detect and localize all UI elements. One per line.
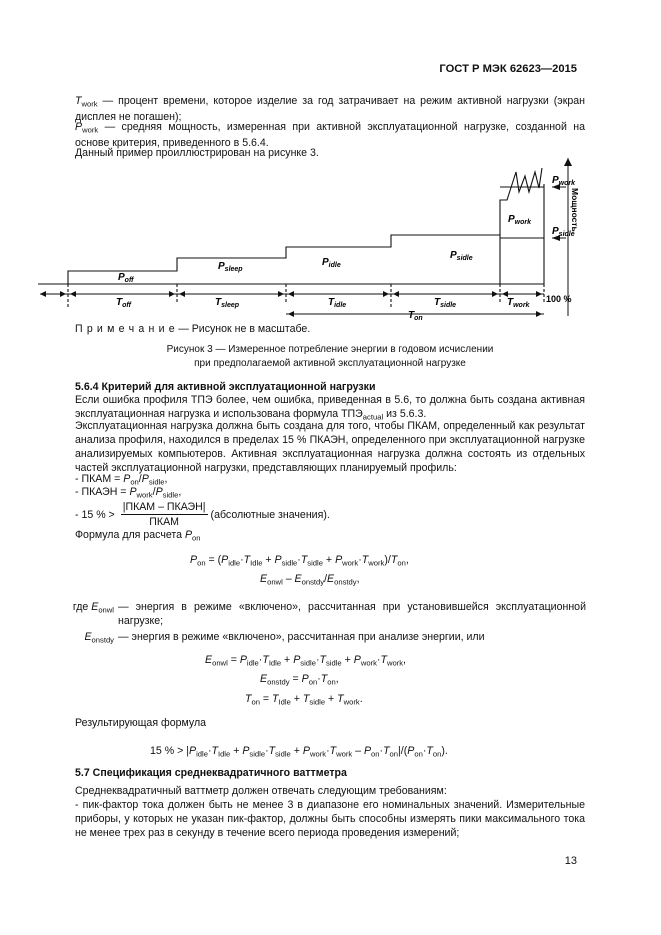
formula-result: 15 % > $|P_{idle}\cdot T_{Idle} + P_{sidle}\cdot T_{sidle} + P_{work}\cdot T_{work} - P_{on}\cdot T_{on}|/(P_{on}\cdot T_{on})$. [150, 745, 448, 759]
section-57-p2: - пик-фактор тока должен быть не менее 3 в диапазоне его номинальных значений. Измерительные приборы, у которых не указан пик-фактор, должны быть способны измерять пики максимального тока не менее трех раз в секунду в течение всего периода проведения измерений; [75, 799, 585, 840]
formula-e-onstdy: $E_{onstdy} = P_{on}\cdot T_{on}$, [260, 673, 339, 687]
label-t-off: $T_{off}$ [116, 297, 131, 309]
list-item-pkam: - ПКАМ = $P_{on}/P_{sidle}$, [75, 473, 168, 487]
section-57-p1: Среднеквадратичный ваттметр должен отвечать следующим требованиям: [75, 785, 447, 797]
label-100-percent: 100 % [546, 294, 572, 304]
section-57-heading: 5.7 Спецификация среднеквадратичного ваттметра [75, 767, 347, 779]
page-number: 13 [564, 855, 577, 867]
formula-t-on: $T_{on} = T_{Idle} + T_{sidle} + T_{work}$. [245, 693, 363, 707]
result-text: Результирующая формула [75, 717, 207, 729]
label-p-sleep: $P_{sleep}$ [218, 261, 243, 273]
standard-header: ГОСТ Р МЭК 62623—2015 [439, 63, 577, 75]
label-t-sleep: $T_{sleep}$ [215, 297, 240, 309]
formula-intro: Формула для расчета $P_{on}$ [75, 529, 201, 543]
formula-e-onwl: $E_{onwl} = P_{idle}\cdot T_{Idle} + P_{sidle}\cdot T_{sidle} + P_{work}\cdot T_{work}$, [205, 654, 406, 668]
section-564-heading: 5.6.4 Критерий для активной эксплуатационной нагрузки [75, 381, 376, 393]
figure-3-energy-diagram [30, 158, 590, 320]
list-item-pkaen: - ПКАЭН = $P_{work}/P_{sidle}$, [75, 486, 182, 500]
energy-definitions: где $E_{onwl}$ — энергия в режиме «включено», рассчитанная при установившейся эксплуатационной нагрузке; $E_{onstdy}$ — энергия в режиме «включено», рассчитанная при анализе энергии, или [72, 601, 586, 645]
label-t-work: $T_{work}$ [507, 297, 530, 309]
label-p-sidle: $P_{sidle}$ [450, 250, 473, 262]
label-p-sidle-right: $P_{sidle}$ [552, 226, 575, 238]
section-564-p2: Эксплуатационная нагрузка должна быть создана для того, чтобы ПКАМ, определенный как результат анализа профиля, находился в пределах 15 % ПКАЭН, определенного при эксплуатационной нагрузке анализируемых компьютеров. Активная эксплуатационная нагрузка должна состоять из отдельных частей эксплуатационной нагрузки, представляющих планируемый профиль: [75, 420, 585, 475]
label-p-off: $P_{off}$ [118, 272, 134, 284]
label-p-work-right: $P_{work}$ [552, 175, 576, 187]
label-p-work: $P_{work}$ [508, 214, 532, 226]
label-t-idle: $T_{idle}$ [328, 297, 347, 309]
figure-caption: Рисунок 3 — Измеренное потребление энергии в годовом исчислении при предполагаемой активной эксплуатационной нагрузке [166, 344, 494, 369]
label-t-sidle: $T_{sidle}$ [434, 297, 457, 309]
label-power-axis: Мощность [570, 188, 580, 232]
pwork-definition: $P_{work}$ — средняя мощность, измеренная при активной эксплуатационной нагрузке, созданной на основе критерия, приведенного в 5.6.4. [75, 121, 585, 149]
section-564-p1: Если ошибка профиля ТПЭ более, чем ошибка, приведенная в 5.6, то должна быть создана активная эксплуатационная нагрузка и использована формула $ТПЭ_{actual}$ из 5.6.3. [75, 394, 585, 422]
label-t-on: $T_{on}$ [408, 310, 423, 320]
twork-definition: $T_{work}$ — процент времени, которое изделие за год затрачивает на режим активной нагрузки (экран дисплея не погашен); [75, 95, 585, 123]
list-item-15pct: - 15 % > |ПКАМ – ПКАЭН| ПКАМ (абсолютные значения). [75, 501, 330, 529]
formula-p-on: $P_{on} = (P_{idle}\cdot T_{Idle} + P_{sidle}\cdot T_{sidle} + P_{work}\cdot T_{work})/T_{on}$, [190, 554, 409, 568]
figure-note: П р и м е ч а н и е — Рисунок не в масштабе. [75, 323, 311, 335]
label-p-idle: $P_{idle}$ [322, 257, 341, 269]
example-text: Данный пример проиллюстрирован на рисунке 3. [75, 147, 319, 159]
formula-e-ratio: $E_{onwl} - E_{onstdy}/E_{onstdy}$, [260, 573, 360, 587]
